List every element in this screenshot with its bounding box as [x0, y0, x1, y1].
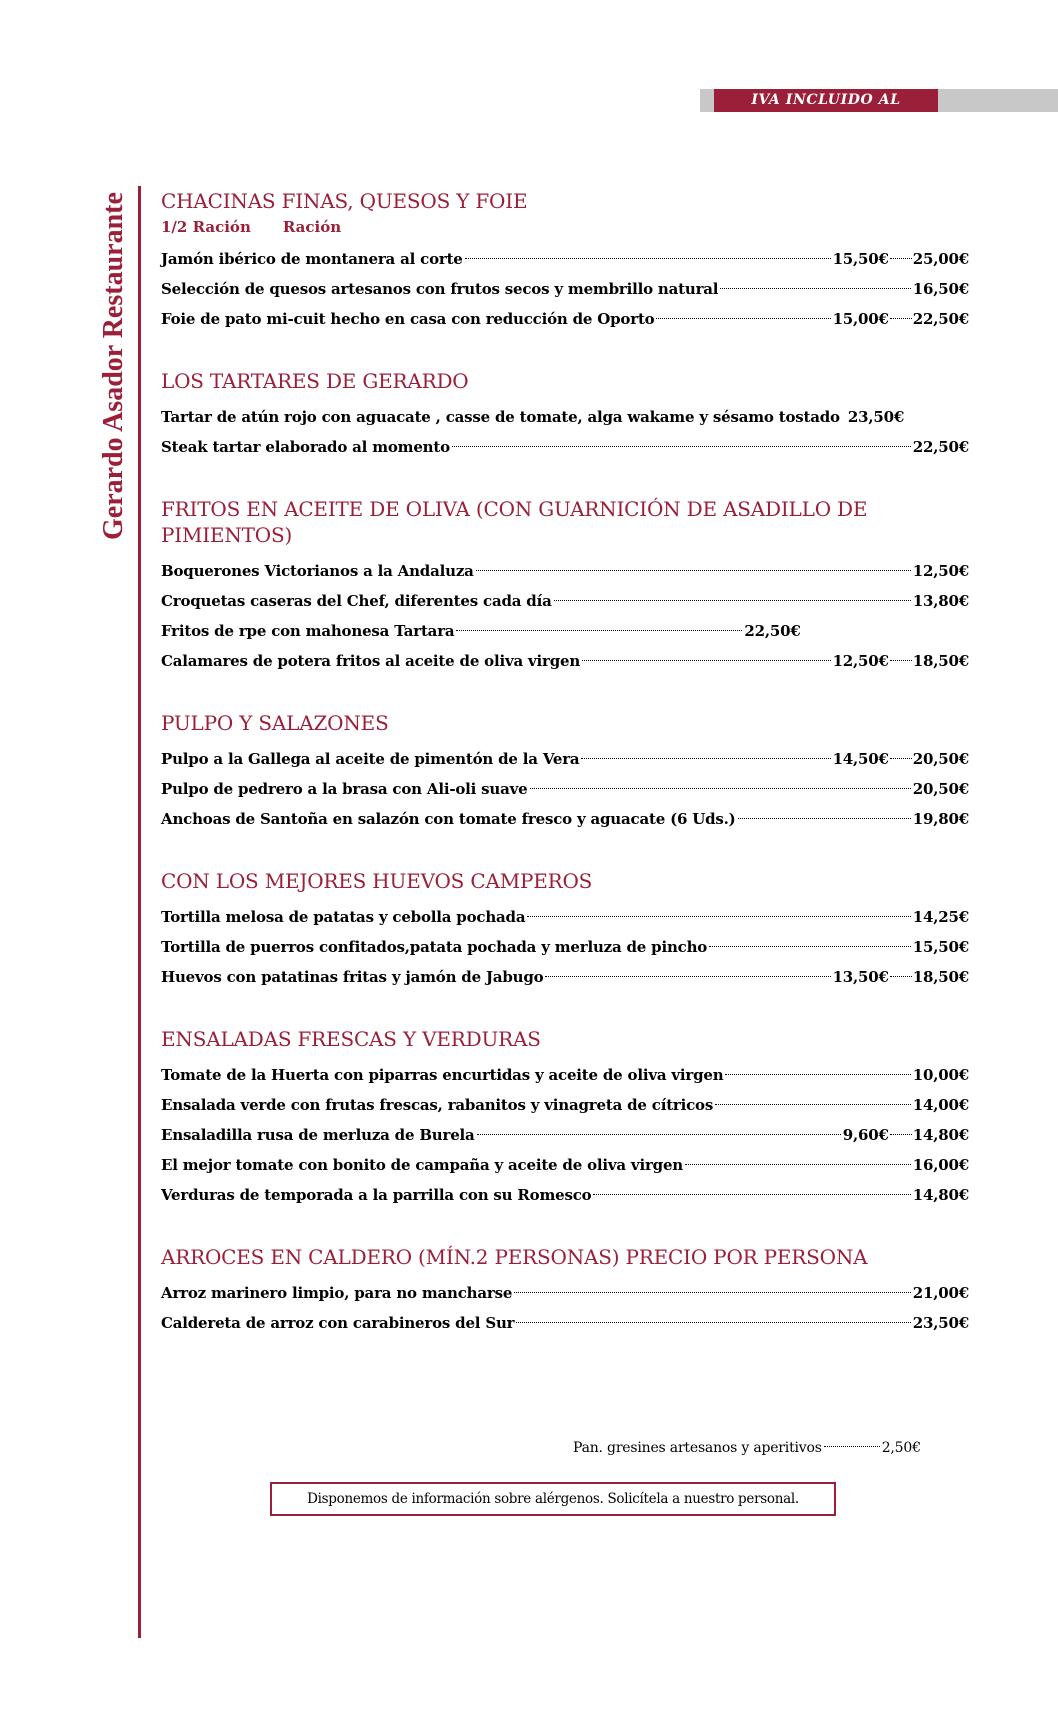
item-price: 12,50€	[912, 562, 969, 580]
dot-leader	[582, 660, 830, 661]
menu-section	[161, 188, 969, 334]
item-name: Boquerones Victorianos a la Andaluza	[161, 562, 474, 580]
section-title: PULPO Y SALAZONES	[161, 711, 389, 735]
dot-leader	[725, 1074, 910, 1075]
menu-item	[161, 1308, 969, 1338]
menu-item	[161, 1180, 969, 1210]
item-name: Pulpo a la Gallega al aceite de pimentón de la Vera	[161, 750, 580, 768]
half-portion-price: 9,60€	[842, 1126, 889, 1144]
dot-leader	[581, 758, 830, 759]
dot-leader	[890, 660, 912, 661]
dot-leader	[720, 288, 910, 289]
item-name: Pulpo de pedrero a la brasa con Ali-oli suave	[161, 780, 528, 798]
item-price: 14,00€	[912, 1096, 969, 1114]
item-name: Huevos con patatinas fritas y jamón de Jabugo	[161, 968, 544, 986]
menu-item	[161, 646, 969, 676]
dot-leader	[527, 916, 910, 917]
portion-label: 1/2 Ración	[161, 218, 251, 236]
dot-leader	[477, 1134, 841, 1135]
dot-leader	[890, 258, 912, 259]
section-title: FRITOS EN ACEITE DE OLIVA (CON GUARNICIÓN DE ASADILLO DE PIMIENTOS)	[161, 497, 868, 547]
iva-banner	[700, 89, 1058, 112]
bread-price: 2,50€	[881, 1440, 921, 1456]
item-price: 13,80€	[912, 592, 969, 610]
item-price: 16,50€	[912, 280, 969, 298]
dot-leader	[738, 818, 911, 819]
bread-line	[573, 1440, 921, 1456]
dot-leader	[709, 946, 911, 947]
item-price: 18,50€	[912, 652, 969, 670]
section-title: LOS TARTARES DE GERARDO	[161, 369, 469, 393]
dot-leader	[593, 1194, 910, 1195]
menu-section	[161, 1244, 969, 1338]
item-price: 20,50€	[912, 750, 969, 768]
portion-header	[161, 218, 969, 236]
half-portion-price: 13,50€	[832, 968, 889, 986]
item-price: 22,50€	[744, 622, 801, 640]
menu-item	[161, 616, 969, 646]
menu-item	[161, 586, 969, 616]
dot-leader	[890, 758, 912, 759]
half-portion-price: 12,50€	[832, 652, 889, 670]
item-name: Tortilla melosa de patatas y cebolla pochada	[161, 908, 526, 926]
dot-leader	[530, 788, 911, 789]
half-portion-price: 14,50€	[832, 750, 889, 768]
item-name: Anchoas de Santoña en salazón con tomate fresco y aguacate (6 Uds.)	[161, 810, 736, 828]
item-name: Tartar de atún rojo con aguacate , casse de tomate, alga wakame y sésamo tostado	[161, 408, 840, 426]
item-price: 23,50€	[912, 1314, 969, 1332]
menu-item	[161, 744, 969, 774]
item-price: 14,80€	[912, 1126, 969, 1144]
item-price: 20,50€	[912, 780, 969, 798]
iva-label: IVA INCLUIDO AL	[714, 89, 938, 112]
item-price: 19,80€	[912, 810, 969, 828]
menu-item	[161, 1150, 969, 1180]
item-name: Foie de pato mi-cuit hecho en casa con reducción de Oporto	[161, 310, 655, 328]
dot-leader	[452, 446, 911, 447]
item-price: 23,50€	[847, 408, 905, 426]
item-name: Ensaladilla rusa de merluza de Burela	[161, 1126, 475, 1144]
menu-item	[161, 304, 969, 334]
item-name: Verduras de temporada a la parrilla con su Romesco	[161, 1186, 592, 1204]
section-title: CHACINAS FINAS, QUESOS Y FOIE	[161, 189, 528, 213]
dot-leader	[476, 570, 911, 571]
item-price: 15,50€	[912, 938, 969, 956]
menu-item	[161, 402, 969, 432]
dot-leader	[890, 318, 912, 319]
item-name: Steak tartar elaborado al momento	[161, 438, 450, 456]
menu-item	[161, 774, 969, 804]
menu-item	[161, 1278, 969, 1308]
menu-item	[161, 1060, 969, 1090]
menu-section	[161, 868, 969, 992]
dot-leader	[514, 1292, 911, 1293]
menu-item	[161, 902, 969, 932]
dot-leader	[685, 1164, 911, 1165]
half-portion-price: 15,00€	[832, 310, 889, 328]
section-title: CON LOS MEJORES HUEVOS CAMPEROS	[161, 869, 593, 893]
dot-leader	[516, 1322, 910, 1323]
menu-item	[161, 1120, 969, 1150]
section-title: ENSALADAS FRESCAS Y VERDURAS	[161, 1027, 541, 1051]
item-price: 14,80€	[912, 1186, 969, 1204]
item-price: 22,50€	[912, 310, 969, 328]
bread-label: Pan. gresines artesanos y aperitivos	[573, 1440, 822, 1456]
item-price: 16,00€	[912, 1156, 969, 1174]
dot-leader	[824, 1446, 880, 1447]
item-price: 25,00€	[912, 250, 969, 268]
item-name: Arroz marinero limpio, para no mancharse	[161, 1284, 513, 1302]
item-name: Calamares de potera fritos al aceite de oliva virgen	[161, 652, 581, 670]
allergen-notice: Disponemos de información sobre alérgenos. Solicítela a nuestro personal.	[270, 1482, 836, 1516]
menu-item	[161, 556, 969, 586]
dot-leader	[465, 258, 831, 259]
item-name: Caldereta de arroz con carabineros del Sur	[161, 1314, 515, 1332]
item-name: Ensalada verde con frutas frescas, rabanitos y vinagreta de cítricos	[161, 1096, 714, 1114]
menu-item	[161, 932, 969, 962]
item-name: Croquetas caseras del Chef, diferentes cada día	[161, 592, 552, 610]
menu-section	[161, 496, 969, 676]
menu-section	[161, 1026, 969, 1210]
item-name: Jamón ibérico de montanera al corte	[161, 250, 463, 268]
item-name: Fritos de rpe con mahonesa Tartara	[161, 622, 455, 640]
portion-label: Ración	[282, 218, 342, 236]
item-price: 22,50€	[912, 438, 969, 456]
item-name: Tomate de la Huerta con piparras encurtidas y aceite de oliva virgen	[161, 1066, 724, 1084]
item-price: 10,00€	[912, 1066, 969, 1084]
item-price: 18,50€	[912, 968, 969, 986]
dot-leader	[554, 600, 911, 601]
dot-leader	[456, 630, 742, 631]
section-title: ARROCES EN CALDERO (MÍN.2 PERSONAS) PRECIO POR PERSONA	[161, 1245, 868, 1269]
menu-item	[161, 274, 969, 304]
dot-leader	[545, 976, 830, 977]
menu-item	[161, 1090, 969, 1120]
item-name: Tortilla de puerros confitados,patata pochada y merluza de pincho	[161, 938, 708, 956]
item-price: 14,25€	[912, 908, 969, 926]
side-divider	[138, 186, 141, 1638]
item-name: Selección de quesos artesanos con frutos secos y membrillo natural	[161, 280, 719, 298]
dot-leader	[656, 318, 830, 319]
menu-section	[161, 710, 969, 834]
menu-section	[161, 368, 969, 462]
item-price: 21,00€	[912, 1284, 969, 1302]
menu-item	[161, 804, 969, 834]
menu-item	[161, 962, 969, 992]
dot-leader	[890, 976, 912, 977]
dot-leader	[890, 1134, 912, 1135]
dot-leader	[715, 1104, 911, 1105]
half-portion-price: 15,50€	[832, 250, 889, 268]
menu-item	[161, 244, 969, 274]
menu-content	[161, 188, 969, 1372]
restaurant-name-vertical: Gerardo Asador Restaurante	[98, 192, 129, 540]
item-name: El mejor tomate con bonito de campaña y aceite de oliva virgen	[161, 1156, 683, 1174]
menu-item	[161, 432, 969, 462]
